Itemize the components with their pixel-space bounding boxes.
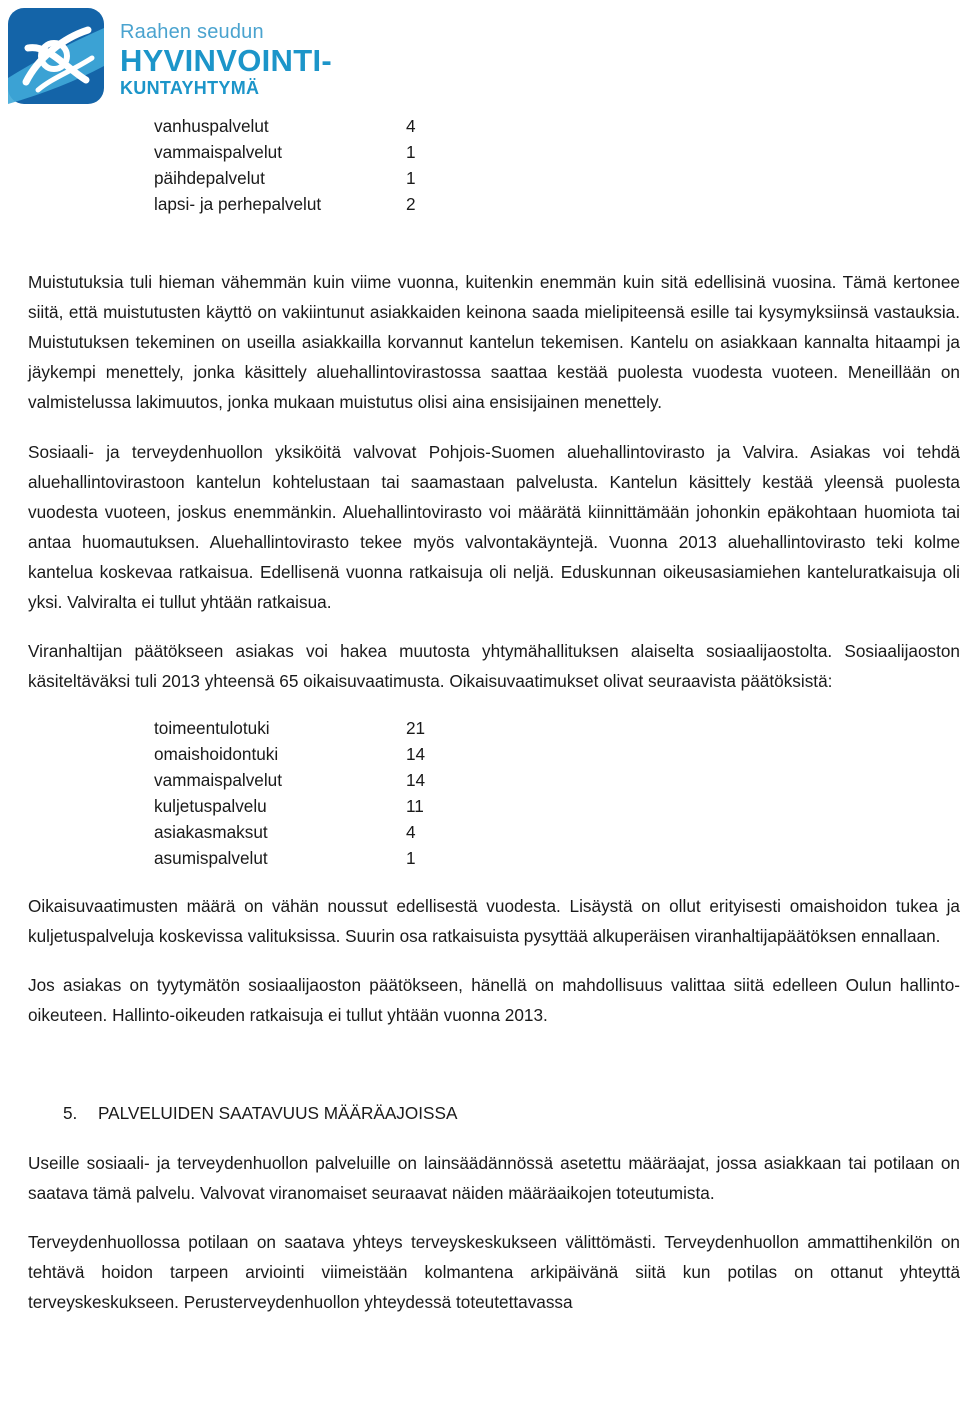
list-item xyxy=(154,845,960,871)
list-item-value: 1 xyxy=(406,168,416,188)
logo-line-region: Raahen seudun xyxy=(120,21,264,43)
list-item-value: 11 xyxy=(406,796,424,816)
paragraph-appeals: Viranhaltijan päätökseen asiakas voi hakea muutosta yhtymähallituksen alaiselta sosiaalijaostolta. Sosiaalijaoston käsiteltäväksi tuli 2013 yhteensä 65 oikaisuvaatimusta. Oikaisuvaatimukset olivat seuraavista päätöksistä: xyxy=(28,641,960,691)
list-item-value: 14 xyxy=(406,770,426,790)
list-item-value: 2 xyxy=(406,194,416,214)
logo-wordmark xyxy=(120,22,332,97)
document-body xyxy=(28,113,960,1317)
logo-line-name: HYVINVOINTI- xyxy=(120,43,333,78)
section-title: PALVELUIDEN SAATAVUUS MÄÄRÄAJOISSA xyxy=(98,1103,458,1123)
list-item xyxy=(154,113,960,139)
list-item xyxy=(154,793,960,819)
paragraph-deadlines: Useille sosiaali- ja terveydenhuollon palveluille on lainsäädännössä asetettu määräajat, jossa asiakkaan tai potilaan on saatava tämä palvelu. Valvovat viranomaiset seuraavat näiden määräaikojen toteutumista. xyxy=(28,1153,960,1203)
list-item-value: 4 xyxy=(406,822,416,842)
list-item xyxy=(154,165,960,191)
section-heading xyxy=(63,1098,960,1128)
knot-logo-icon xyxy=(8,8,104,104)
complaints-by-service-list xyxy=(154,113,960,217)
list-item-label: kuljetuspalvelu xyxy=(154,796,267,816)
list-item-label: asiakasmaksut xyxy=(154,822,268,842)
paragraph-supervision: Sosiaali- ja terveydenhuollon yksiköitä valvovat Pohjois-Suomen aluehallintovirasto ja Valvira. Asiakas voi tehdä aluehallintovirastoon kantelun kohtelustaan tai saamastaan palvelusta. Kantelun käsittely kestää yleensä puolesta vuodesta vuoteen, joskus enemmänkin. Aluehallintovirasto voi määrätä kiinnittämään johonkin epäkohtaan huomiota tai antaa huomautuksen. Aluehallintovirasto tekee myös valvontakäyntejä. Vuonna 2013 aluehallintovirasto teki kolme kantelua koskevaa ratkaisua. Edellisenä vuonna ratkaisuja oli neljä. Eduskunnan oikeusasiamiehen kanteluratkaisuja oli yksi. Valviralta ei tullut yhtään ratkaisua. xyxy=(28,442,960,612)
list-item-label: toimeentulotuki xyxy=(154,718,270,738)
paragraph-appeal-trend: Oikaisuvaatimusten määrä on vähän noussut edellisestä vuodesta. Lisäystä on ollut erityisesti omaishoidon tukea ja kuljetuspalveluja koskevissa valituksissa. Suurin osa ratkaisuista pysyttää alkuperäisen viranhaltijapäätöksen ennallaan. xyxy=(28,896,960,946)
list-item-value: 1 xyxy=(406,142,416,162)
list-item-value: 14 xyxy=(406,744,426,764)
list-item-label: lapsi- ja perhepalvelut xyxy=(154,194,322,214)
list-item xyxy=(154,819,960,845)
list-item-value: 4 xyxy=(406,116,416,136)
organization-logo xyxy=(8,8,332,104)
list-item-label: vanhuspalvelut xyxy=(154,116,269,136)
logo-line-type: KUNTAYHTYMÄ xyxy=(120,78,260,98)
list-item xyxy=(154,139,960,165)
list-item-label: päihdepalvelut xyxy=(154,168,265,188)
list-item-label: vammaispalvelut xyxy=(154,770,282,790)
list-item xyxy=(154,715,960,741)
list-item xyxy=(154,741,960,767)
list-item-value: 21 xyxy=(406,718,426,738)
list-item-label: asumispalvelut xyxy=(154,848,268,868)
list-item-label: omaishoidontuki xyxy=(154,744,279,764)
section-number: 5. xyxy=(63,1103,78,1123)
list-item xyxy=(154,191,960,217)
paragraph-healthcare-access: Terveydenhuollossa potilaan on saatava yhteys terveyskeskukseen välittömästi. Terveydenhuollon ammattihenkilön on tehtävä hoidon tarpeen arviointi viimeistään kolmantena arkipäivänä siitä kun potilas on ottanut yhteyttä terveyskeskukseen. Perusterveydenhuollon yhteydessä toteutettavassa xyxy=(28,1232,960,1312)
paragraph-administrative-court: Jos asiakas on tyytymätön sosiaalijaoston päätökseen, hänellä on mahdollisuus valittaa siitä edelleen Oulun hallinto-oikeuteen. Hallinto-oikeuden ratkaisuja ei tullut yhtään vuonna 2013. xyxy=(28,975,960,1025)
list-item xyxy=(154,767,960,793)
list-item-label: vammaispalvelut xyxy=(154,142,282,162)
list-item-value: 1 xyxy=(406,848,416,868)
appeals-by-decision-list xyxy=(154,715,960,871)
paragraph-reminders: Muistutuksia tuli hieman vähemmän kuin viime vuonna, kuitenkin enemmän kuin sitä edellisinä vuosina. Tämä kertonee siitä, että muistutusten käyttö on vakiintunut asiakkaiden keinona saada mielipiteensä esille tai kysymyksiinsä vastauksia. Muistutuksen tekeminen on useilla asiakkailla korvannut kantelun tekemisen. Kantelu on asiakkaan kannalta hitaampi ja jäykempi menettely, jonka käsittely aluehallintovirastossa saattaa kestää puolesta vuodesta vuoteen. Meneillään on valmistelussa lakimuutos, jonka mukaan muistutus olisi aina ensisijainen menettely. xyxy=(28,272,960,412)
